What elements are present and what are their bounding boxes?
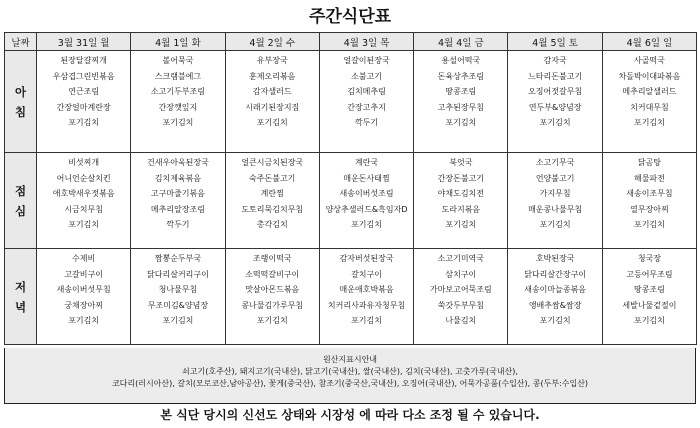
menu-cell [602,153,696,249]
menu-item: 새송이마늘종볶음 [524,285,587,294]
menu-item: 고추된장무침 [437,102,485,112]
menu-item: 감자샐러드 [252,87,292,96]
menu-cell [508,153,602,249]
menu-item: 볼어묵국 [162,56,194,65]
menu-item: 치커리사과유자청무침 [327,300,406,310]
menu-item: 야채도김치전 [437,189,485,198]
menu-item: 도토리묵김치무침 [241,204,304,214]
menu-item: 시금치무침 [64,204,103,214]
menu-item: 닭다리살간장구이 [524,269,587,279]
menu-item: 간장얼마계란장 [56,102,111,112]
meal-label: 점 심 [5,153,37,249]
menu-item: 조랭이떡국 [252,254,292,263]
menu-item: 총각김치 [256,220,288,229]
menu-item: 포기김치 [633,316,665,325]
menu-item: 소불고기 [351,71,382,81]
menu-item: 포기김치 [539,316,571,325]
menu-item: 새송이버섯조림 [339,189,394,198]
menu-item: 매운애호박볶음 [339,285,394,294]
menu-item: 포기김치 [539,118,571,127]
menu-item: 포기김치 [539,220,571,229]
menu-item: 양상추샐러드&흑임자D [325,204,408,214]
menu-cell [131,51,225,153]
menu-item: 간장돈불고기 [437,173,485,183]
menu-item: 연두부&양념장 [528,102,582,112]
menu-item: 포기김치 [256,316,288,325]
menu-item: 언양불고기 [535,173,575,183]
weekly-menu-table [4,32,697,345]
menu-item: 시래기된장지짐 [245,102,300,112]
origin-title: 원산지표시안내 [322,355,378,364]
menu-item: 얼큰시금치된장국 [241,158,304,167]
breakfast-row [5,51,697,153]
menu-item: 짬뽕순두부국 [154,254,202,263]
menu-item: 수제비 [72,254,96,263]
menu-item: 매운돈사태찜 [343,173,390,183]
menu-item: 감자버섯된장국 [339,254,394,263]
header-day-cell: 4월 1일 화 [131,33,225,51]
header-day-cell: 4월 3일 목 [319,33,413,51]
menu-item: 스크램블에그 [154,71,202,81]
menu-item: 가지무침 [539,189,571,198]
header-day-cell: 4월 6일 일 [602,33,696,51]
menu-item: 간장깻잎지 [158,102,198,112]
menu-cell [319,153,413,249]
menu-item: 오징어젓갈무침 [528,87,583,96]
menu-item: 땅콩조림 [445,87,477,96]
menu-item: 청나물무침 [158,285,198,294]
menu-item: 콩나물김가루무침 [241,300,304,310]
menu-item: 우삼겹그린빈볶음 [52,71,115,81]
meal-label: 저 녁 [5,249,37,345]
menu-item: 훈제오리볶음 [249,71,296,81]
menu-item: 고등어무조림 [626,269,673,279]
menu-item: 얼갈이된장국 [343,56,390,65]
page-title: 주간식단표 [308,7,392,27]
menu-item: 나물김치 [445,316,477,325]
menu-item: 애호박새우젓볶음 [52,189,115,198]
menu-cell [414,153,508,249]
menu-cell [131,153,225,249]
menu-item: 포기김치 [351,316,382,325]
menu-item: 매운콩나물무침 [528,204,583,214]
menu-item: 계란찜 [260,189,284,198]
lunch-row [5,153,697,249]
menu-item: 무조미김&양념장 [147,300,209,310]
menu-item: 해물파전 [633,173,665,183]
menu-item: 북엇국 [449,158,473,167]
origin-line: 쇠고기(호주산), 돼지고기(국내산), 닭고기(국내산), 쌀(국내산), 김치(국내산), 고춧가루(국내산), [182,367,518,376]
menu-item: 열무장아찌 [630,204,669,214]
menu-cell [225,249,319,345]
menu-item: 비섯찌개 [68,158,100,167]
menu-item: 궁채장아찌 [64,300,103,310]
menu-cell [414,249,508,345]
menu-item: 포기김치 [445,220,477,229]
menu-item: 어니언순살치킨 [56,173,111,183]
menu-item: 숙주돈불고기 [249,173,296,183]
menu-item: 새송이조무침 [626,189,673,198]
menu-item: 포기김치 [351,220,382,229]
header-row [5,33,697,51]
menu-item: 포기김치 [256,118,288,127]
menu-item: 소떡떡갈비구이 [245,269,300,279]
menu-item: 돈육상추조림 [437,71,485,81]
menu-item: 용설어떡국 [441,56,481,65]
menu-item: 포기김치 [162,118,194,127]
menu-cell [37,51,131,153]
menu-item: 포기김치 [162,316,194,325]
menu-item: 닭다리살커리구이 [147,269,209,279]
menu-cell [319,249,413,345]
menu-item: 포기김치 [68,118,100,127]
menu-cell [414,51,508,153]
menu-item: 간장고추지 [347,102,386,112]
header-day-cell: 4월 4일 금 [414,33,508,51]
menu-cell [131,249,225,345]
menu-item: 김치제육볶음 [154,173,202,183]
menu-item: 감자국 [543,56,567,65]
menu-item: 포기김치 [633,220,665,229]
menu-item: 메추리알장조림 [150,204,205,214]
menu-item: 삼치구이 [445,269,477,279]
menu-cell [508,249,602,345]
menu-cell [319,51,413,153]
menu-item: 땅콩조림 [633,285,665,294]
menu-item: 포기김치 [68,316,100,325]
menu-item: 새송이버섯무침 [56,285,111,294]
origin-line: 코다리(러시아산), 갈치(모로코산,남아공산), 꽃게(중국산), 참조기(중국산,국내산), 오징어(국내산), 어묵가공품(수입산), 콩(두부:수입산) [111,379,589,388]
menu-item: 차돌박이대파볶음 [618,71,681,81]
menu-item: 고구마줄기볶음 [150,189,205,198]
header-day-cell: 4월 2일 수 [225,33,319,51]
origin-info-box [4,348,696,404]
menu-cell [508,51,602,153]
menu-item: 닭곰탕 [637,158,662,167]
menu-item: 맛살아몬드볶음 [245,285,300,294]
menu-item: 소고기무국 [535,158,575,167]
menu-item: 세발나물겉절이 [622,300,677,310]
menu-item: 소고기두부조림 [150,87,205,96]
menu-item: 메추리알샐러드 [622,87,677,96]
menu-item: 소고기미역국 [437,254,485,263]
menu-item: 사골떡국 [633,56,665,65]
menu-item: 유부장국 [256,56,288,65]
menu-cell [602,249,696,345]
menu-item: 가마보고어묵조림 [429,285,492,294]
menu-item: 김치메추림 [347,87,386,96]
menu-cell [37,249,131,345]
meal-label: 아 침 [5,51,37,153]
menu-cell [225,153,319,249]
menu-item: 고갈비구이 [64,269,103,279]
dinner-row [5,249,697,345]
menu-item: 포기김치 [445,118,477,127]
menu-item: 건새우아욱된장국 [147,158,209,167]
menu-cell [602,51,696,153]
menu-item: 앵배추쌈&쌈장 [528,300,582,310]
menu-item: 포기김치 [68,220,100,229]
menu-item: 포기김치 [633,118,665,127]
notice-text: 본 식단 당시의 신선도 상태와 시장성 에 따라 다소 조정 될 수 있습니다. [160,408,540,422]
header-day-cell: 4월 5일 토 [508,33,602,51]
menu-item: 도라지볶음 [441,204,481,214]
menu-item: 계란국 [354,158,379,167]
menu-item: 느타리돈불고기 [528,71,583,81]
menu-cell [37,153,131,249]
menu-item: 갈치구이 [351,269,382,279]
menu-cell [225,51,319,153]
header-meal-cell: 날짜 [5,33,37,51]
menu-item: 청국장 [637,254,662,263]
menu-item: 호박된장국 [535,254,575,263]
menu-item: 된장달걀찌개 [60,56,107,65]
menu-item: 쑥갓두부무침 [437,300,485,310]
menu-item: 연근조림 [68,87,100,96]
menu-item: 치커대무침 [630,102,669,112]
menu-item: 깍두기 [354,118,379,127]
header-day-cell: 3월 31일 월 [37,33,131,51]
menu-item: 깍두기 [166,220,190,229]
